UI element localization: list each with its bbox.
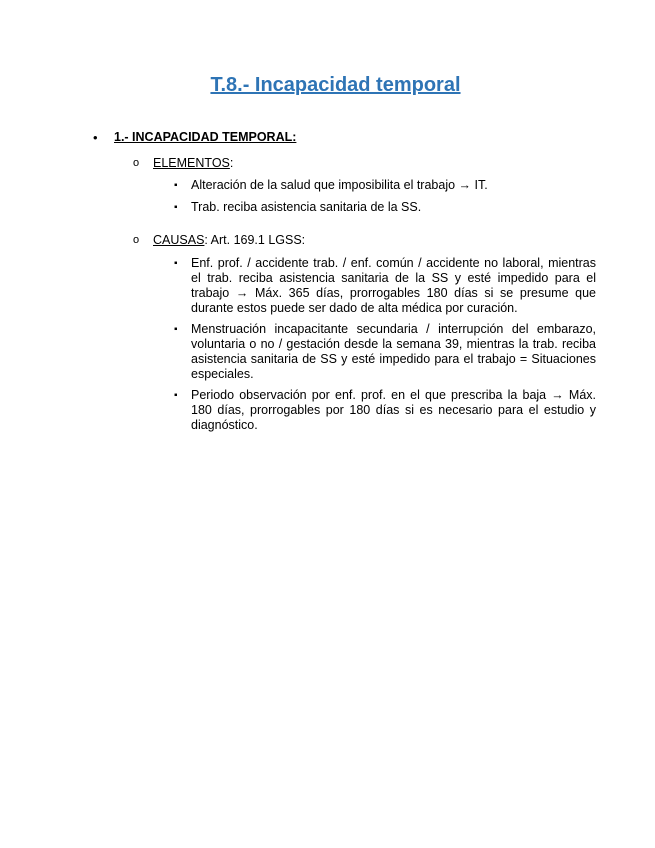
list-item-text: Alteración de la salud que imposibilita el trabajo → IT.	[191, 178, 488, 192]
square-bullet-icon: ▪	[174, 390, 178, 401]
list-item	[174, 388, 596, 433]
list-item	[174, 178, 596, 193]
subsection-label: ELEMENTOS	[153, 156, 230, 170]
list-item-text: Menstruación incapacitante secundaria / interrupción del embarazo, voluntaria o no / gestación desde la semana 39, mientras la trab. reciba asistencia sanitaria de SS y esté impedido para el trabajo = Situaciones especiales.	[191, 322, 596, 381]
square-bullet-icon: ▪	[174, 258, 178, 269]
square-bullet-icon: ▪	[174, 202, 178, 213]
list-item-text: Enf. prof. / accidente trab. / enf. común / accidente no laboral, mientras el trab. reciba asistencia sanitaria de la SS y esté impedido para el trabajo → Máx. 365 días, prorrogables 180 días si se presume que durante estos puede ser dado de alta médica por curación.	[191, 256, 596, 315]
subsection-suffix: :	[229, 156, 234, 170]
square-bullet-icon: ▪	[174, 180, 178, 191]
document-title: T.8.- Incapacidad temporal	[210, 74, 461, 96]
list-item	[174, 256, 596, 316]
subsection-suffix: : Art. 169.1 LGSS:	[204, 233, 306, 247]
list-item-text: Periodo observación por enf. prof. en el que prescriba la baja → Máx. 180 días, prorrogables por 180 días si es necesario para el estudio y diagnóstico.	[191, 388, 596, 432]
section-heading: 1.- INCAPACIDAD TEMPORAL:	[114, 130, 297, 144]
list-item-text: Trab. reciba asistencia sanitaria de la SS.	[191, 200, 422, 214]
circle-bullet-icon: o	[133, 157, 140, 169]
square-bullet-icon: ▪	[174, 324, 178, 335]
circle-bullet-icon: o	[133, 234, 140, 246]
bullet-icon: •	[93, 130, 98, 145]
list-item	[174, 322, 596, 382]
list-item	[174, 200, 596, 215]
subsection-label: CAUSAS	[153, 233, 205, 247]
